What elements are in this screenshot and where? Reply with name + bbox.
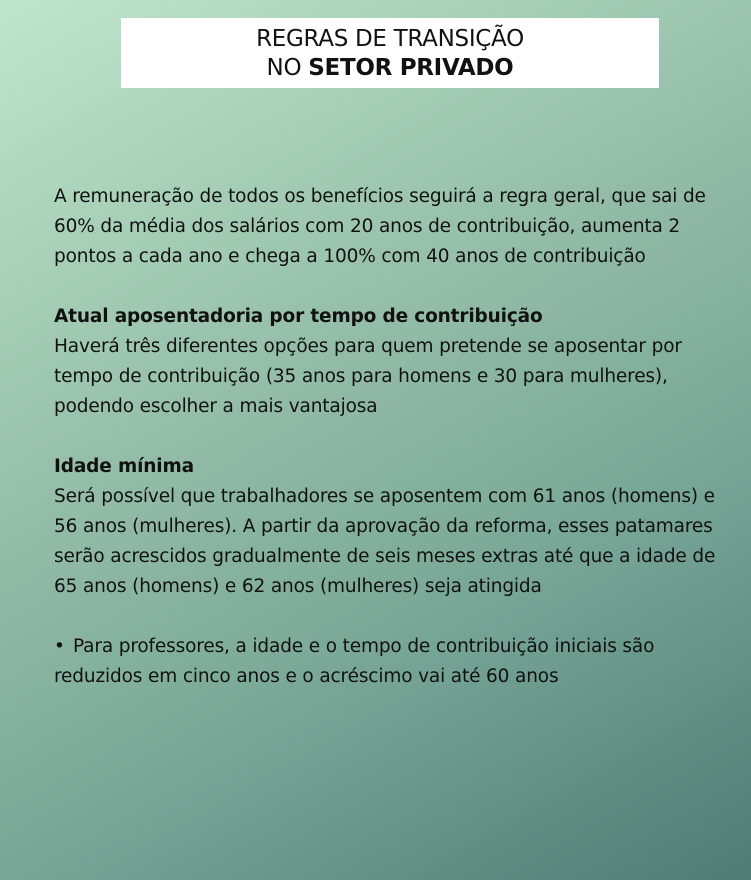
title-line-2-prefix: NO [266, 55, 302, 81]
bullet-item-professores [54, 632, 734, 692]
title-banner [121, 18, 659, 88]
section-body: Será possível que trabalhadores se aposentem com 61 anos (homens) e 56 anos (mulheres). A partir da aprovação da reforma, esses patamares serão acrescidos gradualmente de seis meses extras até que a idade de 65 anos (homens) e 62 anos (mulheres) seja atingida [54, 486, 716, 597]
title-line-2-bold: SETOR PRIVADO [308, 55, 514, 81]
bullet-mark: • [54, 636, 65, 657]
content-body [54, 182, 734, 692]
title-line-2 [121, 54, 659, 83]
spacer [54, 602, 734, 632]
section-idade-minima [54, 452, 734, 602]
section-heading: Atual aposentadoria por tempo de contribuição [54, 306, 543, 327]
section-tempo-contribuicao [54, 302, 734, 422]
title-line-1: REGRAS DE TRANSIÇÃO [256, 26, 524, 52]
bullet-text: Para professores, a idade e o tempo de contribuição iniciais são reduzidos em cinco anos e o acréscimo vai até 60 anos [54, 636, 655, 687]
section-heading: Idade mínima [54, 456, 194, 477]
spacer [54, 272, 734, 302]
intro-paragraph: A remuneração de todos os benefícios seguirá a regra geral, que sai de 60% da média dos salários com 20 anos de contribuição, aumenta 2 pontos a cada ano e chega a 100% com 40 anos de contribuição [54, 186, 706, 267]
section-body: Haverá três diferentes opções para quem pretende se aposentar por tempo de contribuição (35 anos para homens e 30 para mulheres), podendo escolher a mais vantajosa [54, 336, 682, 417]
spacer [54, 422, 734, 452]
